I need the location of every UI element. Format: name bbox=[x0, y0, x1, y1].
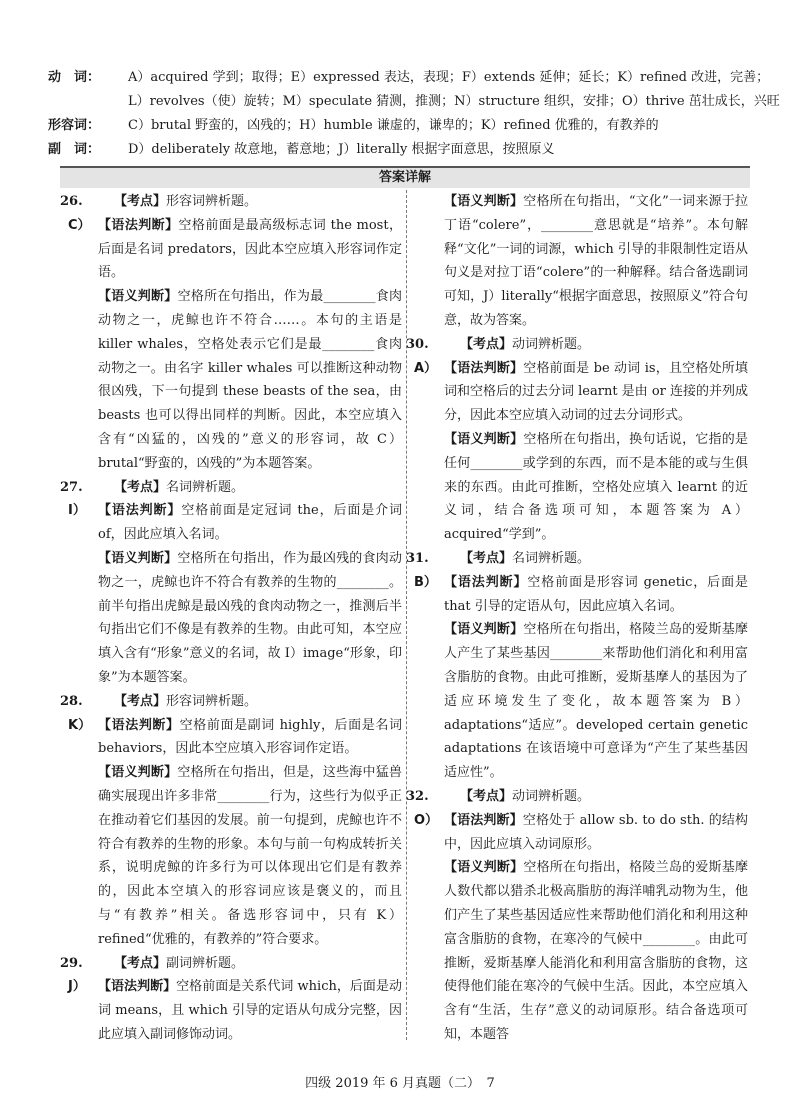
topic-tag: 【考点】 bbox=[114, 194, 167, 209]
topic-title: 形容词辨析题。 bbox=[166, 693, 258, 709]
question-31-grammar bbox=[414, 571, 748, 619]
adverb-label: 副 词： bbox=[48, 142, 101, 157]
adjective-line: C）brutal 野蛮的，凶残的；H）humble 谦虚的，谦卑的；K）refined 优雅的，有教养的 bbox=[128, 118, 659, 133]
semantic-text: 空格所在句指出，换句话说，它指的是任何________或学到的东西，而不是本能的或与生俱来的东西。由此可推断，空格处应填入 learnt 的近义词，结合备选项可知，本题答案为 A）acquired“学到”。 bbox=[444, 431, 748, 543]
question-30-grammar bbox=[414, 357, 748, 428]
topic-tag: 【考点】 bbox=[460, 788, 513, 804]
semantic-tag: 【语义判断】 bbox=[444, 622, 524, 638]
question-30-header bbox=[406, 333, 748, 357]
semantic-text: 空格所在句指出，格陵兰岛的爱斯基摩人产生了某些基因________来帮助他们消化和利用富含脂肪的食物。由此可推断，爱斯基摩人的基因为了适应环境发生了变化，故本题答案为 B）adaptations“适应”。developed certain genetic adaptations 在该语境中可意译为“产生了某些基因适应性”。 bbox=[444, 622, 748, 781]
semantic-text: 空格所在句指出，但是，这些海中猛兽确实展现出许多非常________行为，这些行为似乎正在推动着它们基因的发展。前一句提到，虎鲸也许不符合有教养的生物的形象。本句与前一句构成转折关系，说明虎鲸的许多行为可以体现出它们是有教养的，因此本空填入的形容词应该是褒义的，而且与“有教养”相关。备选形容词中，只有 K）refined“优雅的，有教养的”符合要求。 bbox=[98, 765, 402, 947]
answer-explanation-heading: 答案详解 bbox=[60, 166, 750, 188]
question-27-grammar bbox=[68, 499, 402, 547]
answer-letter: A） bbox=[414, 360, 438, 376]
semantic-tag: 【语义判断】 bbox=[444, 431, 524, 447]
topic-title: 副词辨析题。 bbox=[166, 955, 245, 971]
adverb-row bbox=[48, 138, 768, 162]
topic-title: 形容词辨析题。 bbox=[166, 194, 258, 209]
question-30-semantic bbox=[414, 428, 748, 547]
question-number: 30. bbox=[406, 336, 429, 352]
question-number: 28. bbox=[60, 693, 83, 709]
question-32-semantic bbox=[414, 856, 748, 1046]
semantic-text: 空格所在句指出，格陵兰岛的爱斯基摩人数代都以猎杀北极高脂肪的海洋哺乳动物为生，他们产生了某些基因适应性来帮助他们消化和利用这种富含脂肪的食物，在寒冷的气候中________。由此可推断，爱斯基摩人能消化和利用富含脂肪的食物，这使得他们能在寒冷的气候中生活。因此，本空应填入含有“生活，生存”意义的动词原形。结合备选项可知，本题答 bbox=[444, 860, 748, 1042]
topic-title: 名词辨析题。 bbox=[512, 550, 591, 566]
vocabulary-section bbox=[48, 66, 780, 162]
answer-letter: J） bbox=[68, 979, 86, 995]
verb-label: 动 词： bbox=[48, 70, 101, 85]
verb-row-continued bbox=[48, 90, 780, 114]
answer-letter: C） bbox=[68, 217, 91, 233]
grammar-tag: 【语法判断】 bbox=[98, 717, 180, 733]
question-28-semantic bbox=[68, 761, 402, 951]
answer-letter: B） bbox=[414, 574, 437, 590]
topic-title: 动词辨析题。 bbox=[512, 788, 591, 804]
topic-title: 动词辨析题。 bbox=[512, 336, 591, 352]
grammar-text: 空格前面是最高级标志词 the most，后面是名词 predators，因此本空应填入形容词作定语。 bbox=[98, 217, 402, 281]
grammar-text: 空格前面是 be 动词 is，且空格处所填词和空格后的过去分词 learnt 是由 or 连接的并列成分，因此本空应填入动词的过去分词形式。 bbox=[444, 360, 748, 424]
verb-line-2: L）revolves（使）旋转；M）speculate 猜测，推测；N）structure 组织，安排；O）thrive 茁壮成长，兴旺 bbox=[128, 94, 780, 109]
grammar-text: 空格前面是关系代词 which，后面是动词 means，且 which 引导的定语从句成分完整，因此应填入副词修饰动词。 bbox=[98, 979, 402, 1042]
column-divider bbox=[406, 190, 407, 1040]
question-number: 31. bbox=[406, 550, 429, 566]
topic-title: 名词辨析题。 bbox=[166, 479, 245, 495]
question-26-header bbox=[60, 190, 402, 214]
question-26-semantic bbox=[68, 285, 402, 475]
verb-line-1: A）acquired 学到；取得；E）expressed 表达，表现；F）extends 延伸；延长；K）refined 改进，完善； bbox=[128, 70, 770, 85]
question-29-header bbox=[60, 952, 402, 976]
adverb-line: D）deliberately 故意地，蓄意地；J）literally 根据字面意思，按照原义 bbox=[128, 142, 555, 157]
grammar-text: 空格前面是形容词 genetic，后面是 that 引导的定语从句，因此应填入名词。 bbox=[444, 574, 748, 614]
semantic-tag: 【语义判断】 bbox=[98, 765, 178, 781]
question-number: 26. bbox=[60, 194, 83, 209]
question-29-grammar bbox=[68, 975, 402, 1046]
grammar-text: 空格前面是副词 highly，后面是名词 behaviors，因此本空应填入形容词作定语。 bbox=[98, 717, 402, 757]
question-number: 29. bbox=[60, 955, 83, 971]
question-number: 27. bbox=[60, 479, 83, 495]
answer-letter: K） bbox=[68, 717, 92, 733]
question-29-semantic bbox=[414, 190, 748, 333]
semantic-tag: 【语义判断】 bbox=[98, 550, 178, 566]
grammar-text: 空格前面是定冠词 the，后面是介词 of，因此应填入名词。 bbox=[98, 503, 402, 543]
page-footer: 四级 2019 年 6 月真题（二） 7 bbox=[305, 1076, 495, 1091]
question-31-semantic bbox=[414, 618, 748, 785]
question-number: 32. bbox=[406, 788, 429, 804]
semantic-text: 空格所在句指出，作为最凶残的食肉动物之一，虎鲸也许不符合有教养的生物的________。前半句指出虎鲸是最凶残的食肉动物之一，推测后半句指出它们不像是有教养的生物。由此可知，本空应填入含有“形象”意义的名词，故 I）image“形象，印象”为本题答案。 bbox=[98, 550, 402, 685]
adjective-label: 形容词： bbox=[48, 118, 101, 133]
question-32-grammar bbox=[414, 809, 748, 857]
question-26-grammar bbox=[68, 214, 402, 285]
grammar-text: 空格处于 allow sb. to do sth. 的结构中，因此应填入动词原形。 bbox=[444, 812, 748, 852]
grammar-tag: 【语法判断】 bbox=[444, 574, 528, 590]
question-32-header bbox=[406, 785, 748, 809]
grammar-tag: 【语法判断】 bbox=[444, 812, 523, 828]
topic-tag: 【考点】 bbox=[114, 479, 167, 495]
verb-row bbox=[48, 66, 768, 90]
topic-tag: 【考点】 bbox=[114, 955, 167, 971]
topic-tag: 【考点】 bbox=[460, 550, 513, 566]
grammar-tag: 【语法判断】 bbox=[98, 979, 177, 995]
semantic-tag: 【语义判断】 bbox=[444, 860, 524, 876]
question-28-grammar bbox=[68, 714, 402, 762]
semantic-text: 空格所在句指出，“文化”一词来源于拉丁语“colere”，________意思就是“培养”。本句解释“文化”一词的词源，which 引导的非限制性定语从句义是对拉丁语“colere”的一种解释。结合备选副词可知，J）literally“根据字面意思，按照原义”符合句意，故为答案。 bbox=[444, 194, 748, 328]
semantic-text: 空格所在句指出，作为最________食肉动物之一，虎鲸也许不符合……。本句的主语是 killer whales，空格处表示它们是最________食肉动物之一。由名字 killer whales 可以推断这种动物很凶残，下一句提到 these beasts of the sea，由 beasts 也可以得出同样的判断。因此，本空应填入含有“凶猛的，凶残的”意义的形容词，故 C）brutal“野蛮的，凶残的”为本题答案。 bbox=[98, 289, 402, 471]
topic-tag: 【考点】 bbox=[114, 693, 167, 709]
right-column bbox=[406, 190, 748, 1047]
semantic-tag: 【语义判断】 bbox=[444, 194, 524, 209]
question-27-semantic bbox=[68, 547, 402, 690]
grammar-tag: 【语法判断】 bbox=[444, 360, 524, 376]
topic-tag: 【考点】 bbox=[460, 336, 513, 352]
answer-letter: I） bbox=[68, 503, 86, 519]
question-27-header bbox=[60, 476, 402, 500]
semantic-tag: 【语义判断】 bbox=[98, 289, 178, 305]
grammar-tag: 【语法判断】 bbox=[98, 217, 179, 233]
question-28-header bbox=[60, 690, 402, 714]
grammar-tag: 【语法判断】 bbox=[98, 503, 182, 519]
question-31-header bbox=[406, 547, 748, 571]
left-column bbox=[60, 190, 402, 1047]
answer-letter: O） bbox=[414, 812, 439, 828]
adjective-row bbox=[48, 114, 768, 138]
